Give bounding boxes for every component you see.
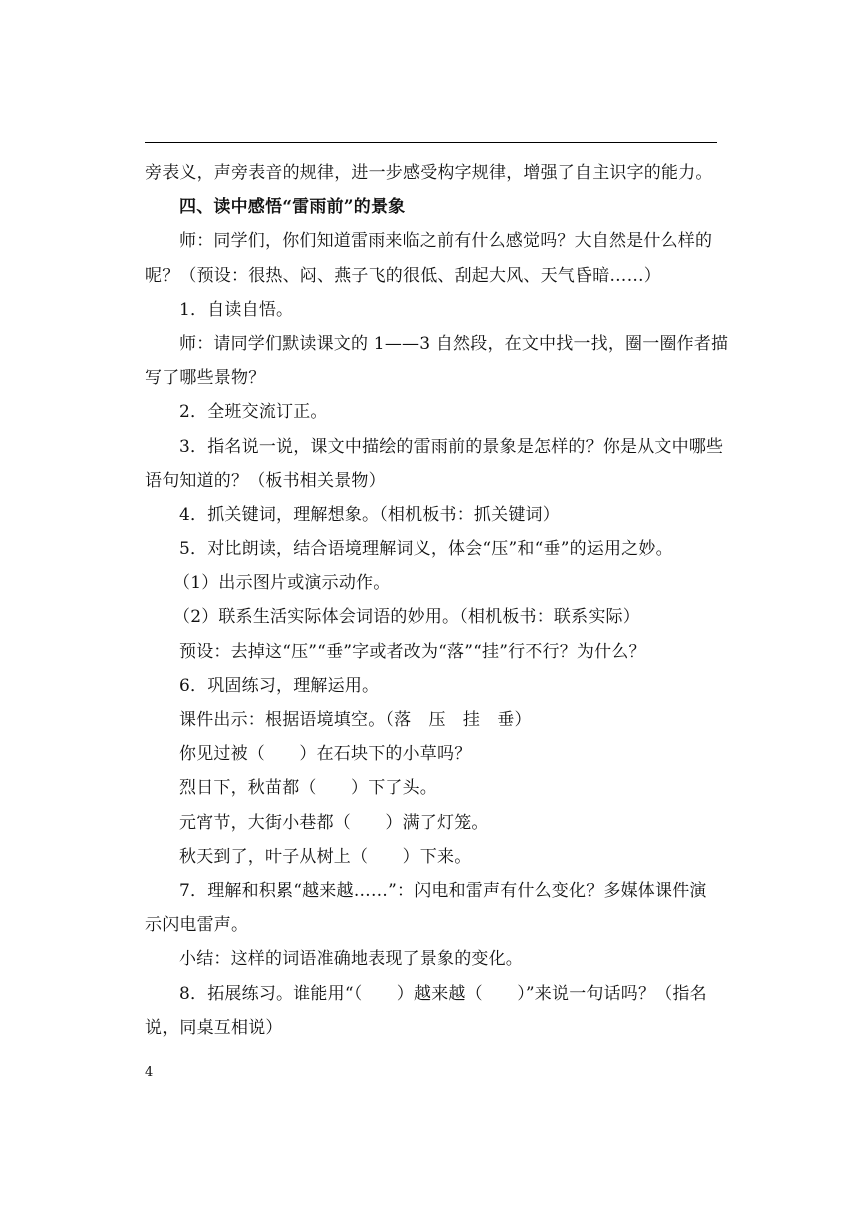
step-heading: 8．拓展练习。谁能用“（ ）越来越（ ）”来说一句话吗？（指名 bbox=[179, 983, 707, 1004]
step-heading: 5．对比朗读，结合语境理解词义，体会“压”和“垂”的运用之妙。 bbox=[179, 539, 673, 560]
page-number: 4 bbox=[145, 1065, 154, 1080]
paragraph-line: 预设：去掉这“压”“垂”字或者改为“落”“挂”行不行？为什么？ bbox=[179, 641, 646, 662]
paragraph-line: 写了哪些景物？ bbox=[145, 368, 266, 389]
exercise-line: 元宵节，大街小巷都（ ）满了灯笼。 bbox=[179, 812, 489, 833]
paragraph-line: 旁表义，声旁表音的规律，进一步感受构字规律，增强了自主识字的能力。 bbox=[145, 163, 713, 183]
paragraph-line: 语句知道的？（板书相关景物） bbox=[145, 470, 386, 491]
sub-item: （1）出示图片或演示动作。 bbox=[173, 573, 391, 594]
paragraph-line: 3．指名说一说，课文中描绘的雷雨前的景象是怎样的？你是从文中哪些 bbox=[179, 436, 724, 457]
paragraph-line: 小结：这样的词语准确地表现了景象的变化。 bbox=[179, 949, 523, 970]
paragraph-line: 师：请同学们默读课文的 1——3 自然段，在文中找一找，圈一圈作者描 bbox=[179, 333, 729, 354]
exercise-line: 烈日下，秋苗都（ ）下了头。 bbox=[179, 778, 437, 799]
paragraph-line: 师：同学们，你们知道雷雨来临之前有什么感觉吗？大自然是什么样的 bbox=[179, 231, 713, 252]
sub-item: （2）联系生活实际体会词语的妙用。（相机板书：联系实际） bbox=[173, 607, 640, 628]
step-heading: 7．理解和积累“越来越……”：闪电和雷声有什么变化？多媒体课件演 bbox=[179, 880, 707, 901]
step-heading: 6．巩固练习，理解运用。 bbox=[179, 675, 380, 696]
exercise-line: 你见过被（ ）在石块下的小草吗？ bbox=[179, 744, 472, 765]
paragraph-line: 说，同桌互相说） bbox=[145, 1017, 283, 1038]
step-heading: 2．全班交流订正。 bbox=[179, 402, 328, 423]
header-rule bbox=[145, 142, 717, 143]
step-heading: 4．抓关键词，理解想象。（相机板书：抓关键词） bbox=[179, 504, 560, 525]
step-heading: 1．自读自悟。 bbox=[179, 299, 294, 320]
paragraph-line: 呢？（预设：很热、闷、燕子飞的很低、刮起大风、天气昏暗……） bbox=[145, 265, 661, 286]
paragraph-line: 课件出示：根据语境填空。（落 压 挂 垂） bbox=[179, 710, 532, 730]
section-heading: 四、读中感悟“雷雨前”的景象 bbox=[179, 197, 406, 218]
exercise-line: 秋天到了，叶子从树上（ ）下来。 bbox=[179, 846, 472, 867]
paragraph-line: 示闪电雷声。 bbox=[145, 915, 249, 936]
body-text bbox=[145, 156, 729, 1045]
